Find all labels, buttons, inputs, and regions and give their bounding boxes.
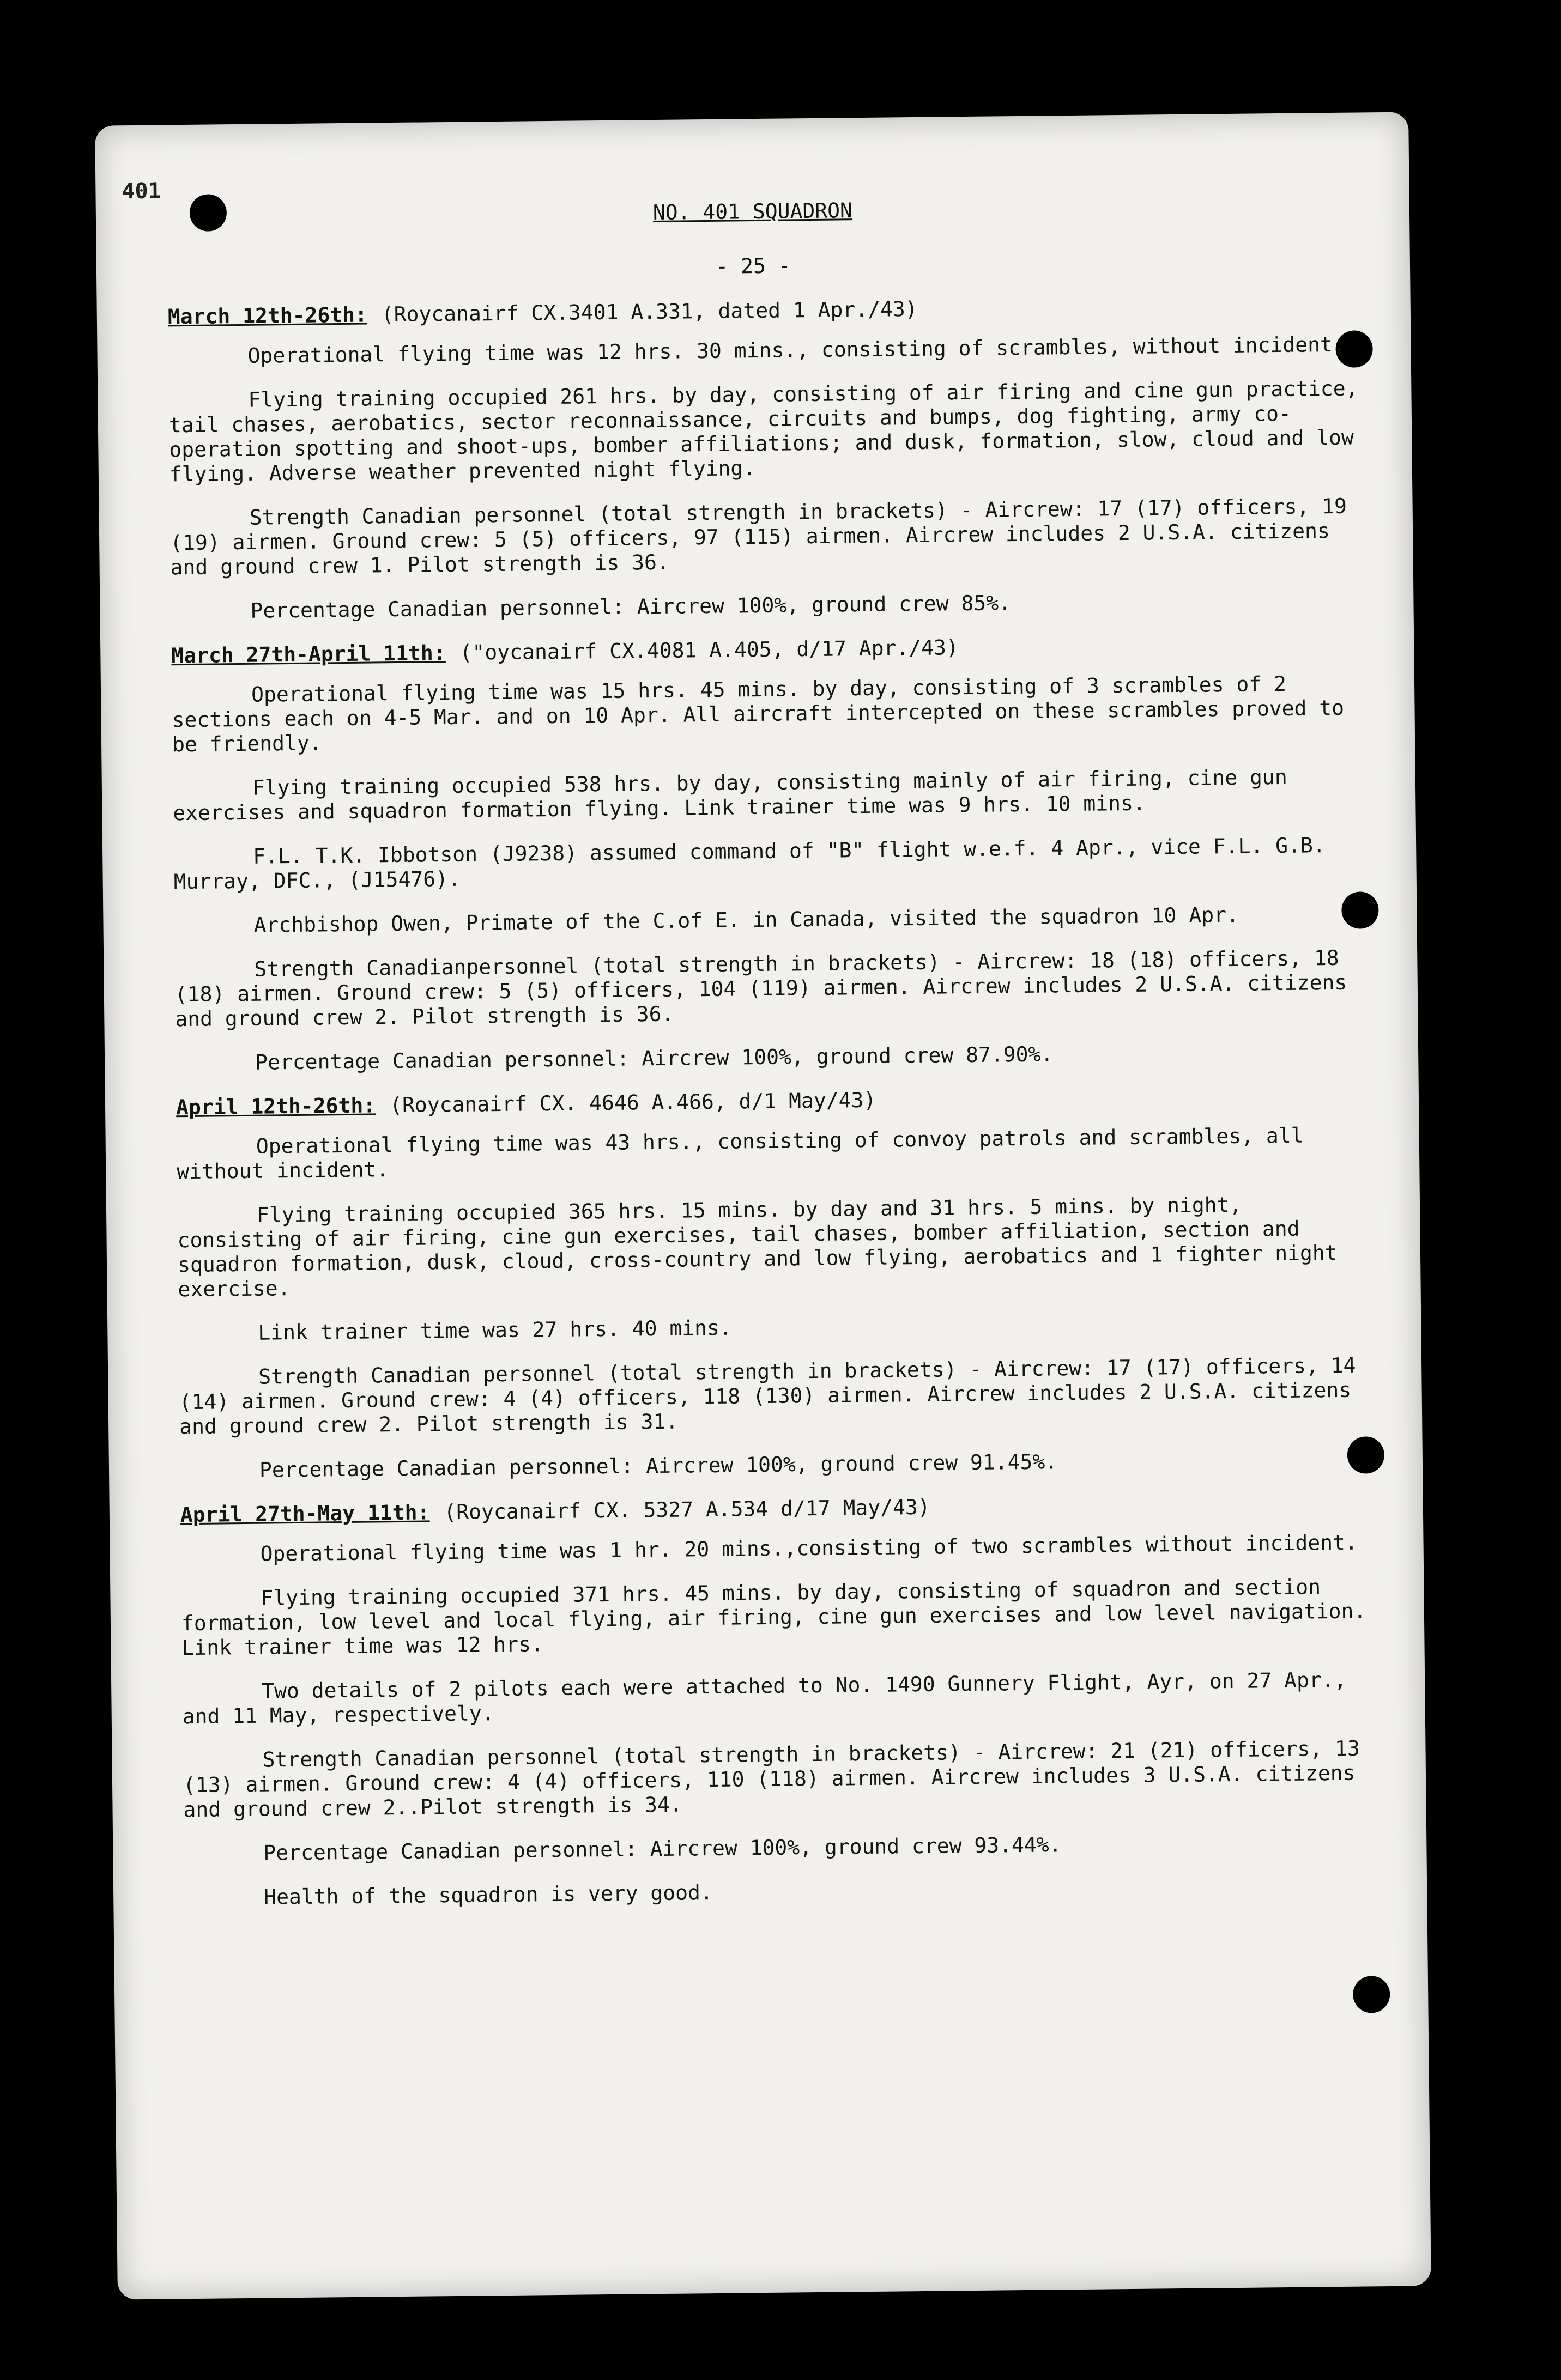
punch-hole-right-4 <box>1353 1976 1390 2013</box>
corner-page-number: 401 <box>122 178 161 204</box>
paragraph: Percentage Canadian personnel: Aircrew 100%, ground crew 87.90%. <box>255 1042 1054 1074</box>
paragraph: Archbishop Owen, Primate of the C.of E. in Canada, visited the squadron 10 Apr. <box>253 902 1239 937</box>
period-date: April 12th-26th: <box>176 1093 376 1120</box>
paragraph: Flying training occupied 371 hrs. 45 mins. by day, consisting of squadron and section formation, low level and local flying, air firing, cine gun exercises and low level navigation. Link trainer time was 12 hrs. <box>181 1575 1366 1660</box>
period-reference: (Roycanairf CX. 5327 A.534 d/17 May/43) <box>444 1495 930 1525</box>
period-march-27-april-11 <box>171 631 1375 1076</box>
period-date: April 27th-May 11th: <box>180 1500 430 1527</box>
paragraph: F.L. T.K. Ibbotson (J9238) assumed command of "B" flight w.e.f. 4 Apr., vice F.L. G.B. Murray, DFC., (J15476). <box>173 833 1326 894</box>
squadron-title: NO. 401 SQUADRON <box>652 198 853 225</box>
paragraph: Strength Canadian personnel (total strength in brackets) - Aircrew: 21 (21) officers, 13 (13) airmen. Ground crew: 4 (4) officers, 110 (118) airmen. Aircrew includes 3 U.S.A. citizens and ground crew 2..Pilot strength is 34. <box>183 1736 1360 1822</box>
paragraph: Percentage Canadian personnel: Aircrew 100%, ground crew 91.45%. <box>259 1449 1058 1482</box>
period-heading <box>168 292 1367 329</box>
page-number: - 25 - <box>716 253 791 278</box>
document-page <box>95 112 1431 2299</box>
period-date: March 27th-April 11th: <box>171 641 446 668</box>
paragraph: Flying training occupied 365 hrs. 15 mins. by day and 31 hrs. 5 mins. by night, consisting of air firing, cine gun exercises, tail chases, bomber affiliation, section and squadron formation, dusk, cloud, cross-country and low flying, aerobatics and 1 fighter night exercise. <box>177 1192 1338 1302</box>
period-date: March 12th-26th: <box>167 302 368 329</box>
period-april-27-may-11 <box>180 1490 1384 1910</box>
paragraph: Health of the squadron is very good. <box>264 1880 713 1909</box>
period-reference: (Roycanairf CX.3401 A.331, dated 1 Apr./43) <box>381 296 918 327</box>
paragraph: Operational flying time was 1 hr. 20 mins.,consisting of two scrambles without incident. <box>260 1530 1358 1566</box>
paragraph: Strength Canadianpersonnel (total strength in brackets) - Aircrew: 18 (18) officers, 18 (18) airmen. Ground crew: 5 (5) officers, 104 (119) airmen. Aircrew includes 2 U.S.A. citizens and ground crew 2. Pilot strength is 36. <box>174 945 1347 1031</box>
paragraph: Link trainer time was 27 hrs. 40 mins. <box>258 1315 732 1345</box>
paragraph: Percentage Canadian personnel: Aircrew 100%, ground crew 93.44%. <box>263 1832 1062 1865</box>
paragraph: Flying training occupied 261 hrs. by day, consisting of air firing and cine gun practice, tail chases, aerobatics, sector reconnaissance, circuits and bumps, dog fighting, army co-operation spotting and shoot-ups, bomber affiliations; and dusk, formation, slow, cloud and low flying. Adverse weather prevented night flying. <box>168 376 1358 487</box>
document-body <box>168 292 1384 1930</box>
paragraph: Operational flying time was 15 hrs. 45 mins. by day, consisting of 3 scrambles of 2 sections each on 4-5 Mar. and on 10 Apr. All aircraft intercepted on these scrambles proved to be friendly. <box>172 671 1345 757</box>
period-reference: (Roycanairf CX. 4646 A.466, d/1 May/43) <box>389 1088 876 1118</box>
paragraph: Two details of 2 pilots each were attached to No. 1490 Gunnery Flight, Ayr, on 27 Apr., and 11 May, respectively. <box>182 1667 1347 1729</box>
period-heading <box>171 631 1370 668</box>
paragraph: Percentage Canadian personnel: Aircrew 100%, ground crew 85%. <box>250 591 1012 623</box>
period-april-12-26 <box>176 1083 1379 1483</box>
paragraph: Operational flying time was 12 hrs. 30 mins., consisting of scrambles, without incident. <box>247 332 1345 368</box>
paragraph: Operational flying time was 43 hrs., consisting of convoy patrols and scrambles, all without incident. <box>177 1123 1304 1184</box>
paragraph: Strength Canadian personnel (total strength in brackets) - Aircrew: 17 (17) officers, 14 (14) airmen. Ground crew: 4 (4) officers, 118 (130) airmen. Aircrew includes 2 U.S.A. citizens and ground crew 2. Pilot strength is 31. <box>179 1353 1356 1439</box>
paragraph: Flying training occupied 538 hrs. by day, consisting mainly of air firing, cine gun exercises and squadron formation flying. Link trainer time was 9 hrs. 10 mins. <box>173 764 1287 825</box>
period-heading <box>176 1083 1375 1120</box>
period-heading <box>180 1490 1380 1527</box>
period-reference: ("oycanairf CX.4081 A.405, d/17 Apr./43) <box>459 635 959 665</box>
paragraph: Strength Canadian personnel (total strength in brackets) - Aircrew: 17 (17) officers, 19 (19) airmen. Ground crew: 5 (5) officers, 97 (115) airmen. Aircrew includes 2 U.S.A. citizens and ground crew 1. Pilot strength is 36. <box>170 494 1347 580</box>
period-march-12-26 <box>168 292 1370 624</box>
